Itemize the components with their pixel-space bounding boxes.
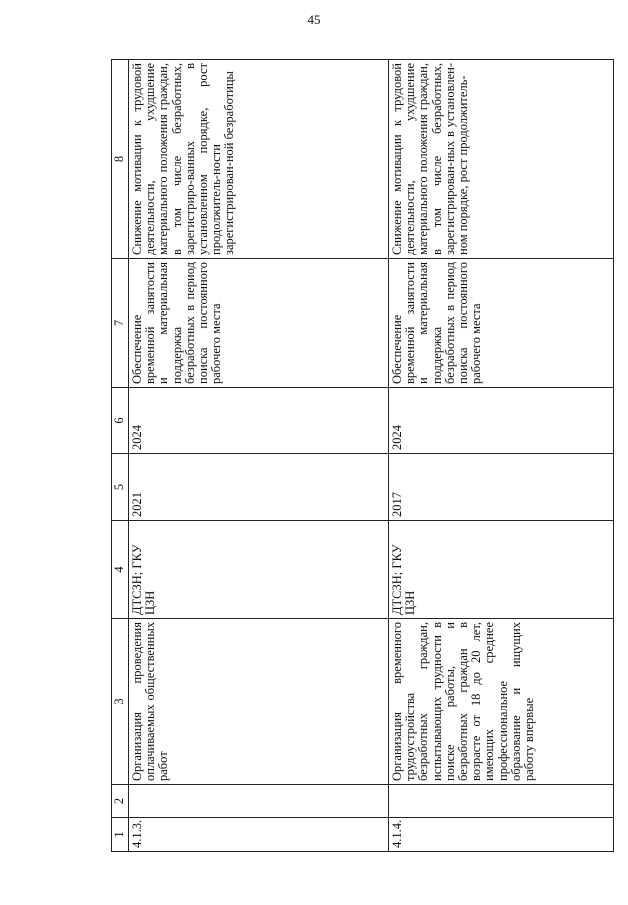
- executor-cell: ДТСЗН; ГКУ ЦЗН: [389, 521, 614, 619]
- row-col2: [129, 785, 389, 818]
- row-number: 4.1.3.: [129, 818, 389, 852]
- page-number: 45: [307, 12, 321, 27]
- executor-cell: ДТСЗН; ГКУ ЦЗН: [129, 521, 389, 619]
- header-cell-2: 2: [112, 785, 129, 818]
- row-col2: [389, 785, 614, 818]
- start-year-cell: 2017: [389, 454, 614, 521]
- consequence-cell: Снижение мотивации к трудовой деятельности, ухудшение материального положения граждан, в том числе безработных, зарегистрирован-ных в установлен-ном порядке, рост продолжитель-: [389, 60, 614, 259]
- start-year-cell: 2021: [129, 454, 389, 521]
- header-cell-8: 8: [112, 60, 129, 259]
- end-year-cell: 2024: [129, 388, 389, 454]
- end-year-cell: 2024: [389, 388, 614, 454]
- measure-cell: Организация временного трудоустройства безработных граждан, испытывающих трудности в поиске работы, и безработных граждан в возрасте от 18 до 20 лет, имеющих среднее профессиональное образование и ищущих работу впервые: [389, 619, 614, 785]
- header-cell-1: 1: [112, 818, 129, 852]
- header-cell-3: 3: [112, 619, 129, 785]
- header-cell-7: 7: [112, 259, 129, 388]
- measure-cell: Организация проведения оплачиваемых общественных работ: [129, 619, 389, 785]
- header-row: [112, 60, 129, 852]
- result-cell: Обеспечение временной занятости и материальная поддержка безработных в период поиска постоянного рабочего места: [389, 259, 614, 388]
- result-cell: Обеспечение временной занятости и материальная поддержка безработных в период поиска постоянного рабочего места: [129, 259, 389, 388]
- row-number: 4.1.4.: [389, 818, 614, 852]
- table-row: [129, 60, 389, 852]
- table-row: [389, 60, 614, 852]
- measures-table: [111, 59, 614, 852]
- consequence-cell: Снижение мотивации к трудовой деятельности, ухудшение материального положения граждан, в том числе безработных, зарегистриро-ванных в установленном порядке, рост продолжитель-ности зарегистрирован-ной безработицы: [129, 60, 389, 259]
- header-cell-4: 4: [112, 521, 129, 619]
- header-cell-5: 5: [112, 454, 129, 521]
- header-cell-6: 6: [112, 388, 129, 454]
- rotated-table-container: [111, 60, 607, 852]
